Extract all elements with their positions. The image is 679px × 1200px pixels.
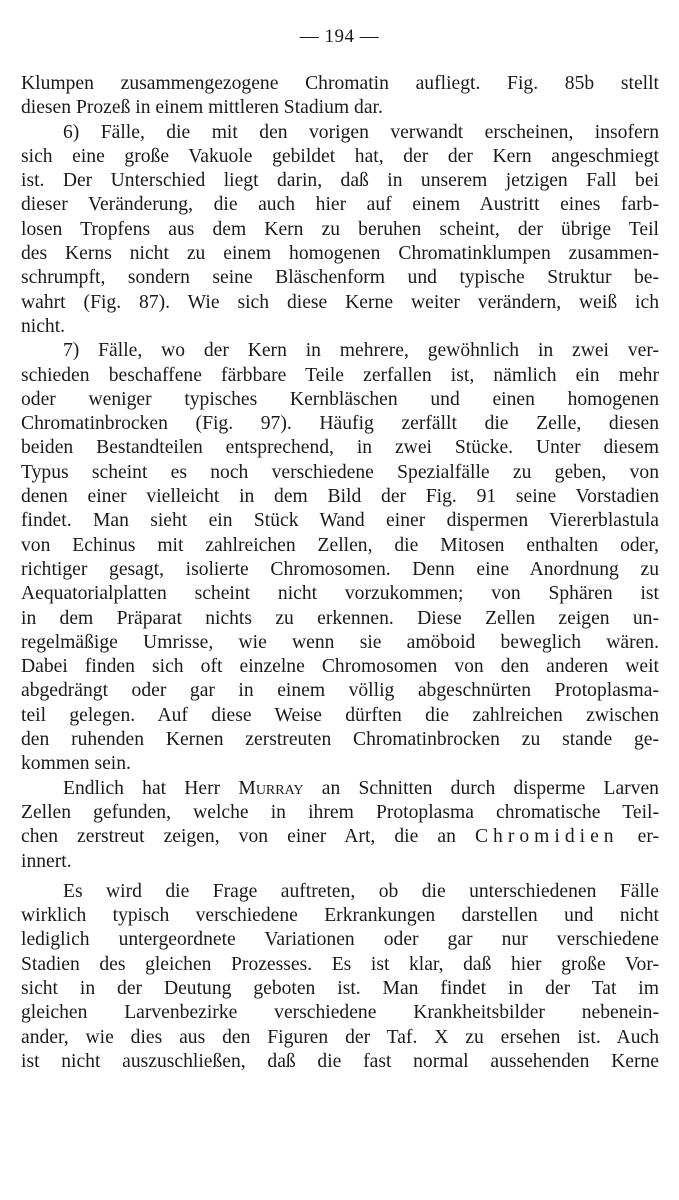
- text-line: Stadien des gleichen Prozesses. Es ist klar, daß hier große Vor-: [21, 953, 659, 975]
- text-line: wirklich typisch verschiedene Erkrankungen darstellen und nicht: [21, 905, 659, 927]
- text-line: dieser Veränderung, die auch hier auf einem Austritt eines farb-: [21, 194, 659, 216]
- text-line: Dabei finden sich oft einzelne Chromosomen von den anderen weit: [21, 656, 659, 678]
- text-segment: chen zerstreut zeigen, von einer Art, die an: [21, 826, 475, 848]
- text-line: ander, wie dies aus den Figuren der Taf. X zu ersehen ist. Auch: [21, 1026, 659, 1048]
- text-line: Typus scheint es noch verschiedene Spezialfälle zu geben, von: [21, 461, 659, 483]
- text-segment: Endlich hat Herr: [63, 777, 239, 799]
- paragraph-continuation: [21, 72, 659, 121]
- text-line: gleichen Larvenbezirke verschiedene Krankheitsbilder nebenein-: [21, 1002, 659, 1024]
- text-line: sicht in der Deutung geboten ist. Man findet in der Tat im: [21, 977, 659, 999]
- text-line: des Kerns nicht zu einem homogenen Chromatinklumpen zusammen-: [21, 243, 659, 265]
- text-line: schrumpft, sondern seine Bläschenform und typische Struktur be-: [21, 267, 659, 289]
- text-line: Es wird die Frage auftreten, ob die unterschiedenen Fälle: [63, 880, 659, 902]
- text-line: wahrt (Fig. 87). Wie sich diese Kerne weiter verändern, weiß ich: [21, 291, 659, 313]
- author-name: Murray: [238, 777, 304, 799]
- text-line: kommen sein.: [21, 753, 131, 775]
- text-line: teil gelegen. Auf diese Weise dürften die zahlreichen zwischen: [21, 704, 659, 726]
- text-line: 6) Fälle, die mit den vorigen verwandt erscheinen, insofern: [63, 121, 659, 143]
- text-line: denen einer vielleicht in dem Bild der Fig. 91 seine Vorstadien: [21, 486, 659, 508]
- emphasized-term: Chromidien: [474, 826, 619, 848]
- body-text: [21, 72, 659, 1074]
- text-line: oder weniger typisches Kernbläschen und einen homogenen: [21, 388, 659, 410]
- text-line: ist nicht auszuschließen, daß die fast normal aussehenden Kerne: [21, 1050, 659, 1072]
- text-line: Aequatorialplatten scheint nicht vorzukommen; von Sphären ist: [21, 583, 659, 605]
- text-line: findet. Man sieht ein Stück Wand einer dispermen Viererblastula: [21, 510, 659, 532]
- text-line: ist. Der Unterschied liegt darin, daß in unserem jetzigen Fall bei: [21, 170, 659, 192]
- text-line: losen Tropfens aus dem Kern zu beruhen scheint, der übrige Teil: [21, 218, 659, 240]
- paragraph-item-7: [21, 339, 659, 776]
- text-line: in dem Präparat nichts zu erkennen. Diese Zellen zeigen un-: [21, 607, 659, 629]
- text-line: den ruhenden Kernen zerstreuten Chromatinbrocken zu stande ge-: [21, 729, 659, 751]
- text-segment: an Schnitten durch disperme Larven: [303, 777, 659, 799]
- text-line: lediglich untergeordnete Variationen oder gar nur verschiedene: [21, 929, 659, 951]
- text-line: Chromatinbrocken (Fig. 97). Häufig zerfällt die Zelle, diesen: [21, 413, 659, 435]
- text-line: von Echinus mit zahlreichen Zellen, die Mitosen enthalten oder,: [21, 534, 659, 556]
- text-segment: er-: [618, 826, 659, 848]
- text-line: Zellen gefunden, welche in ihrem Protoplasma chromatische Teil-: [21, 801, 659, 823]
- text-line: richtiger gesagt, isolierte Chromosomen. Denn eine Anordnung zu: [21, 558, 659, 580]
- text-line: beiden Bestandteilen entsprechend, in zwei Stücke. Unter diesem: [21, 437, 659, 459]
- text-line: [21, 825, 659, 849]
- text-line: innert.: [21, 850, 72, 872]
- text-line: Klumpen zusammengezogene Chromatin aufliegt. Fig. 85b stellt: [21, 73, 659, 94]
- paragraph-item-6: [21, 121, 659, 340]
- text-line: schieden beschaffene färbbare Teile zerfallen ist, nämlich ein mehr: [21, 364, 659, 386]
- text-line: regelmäßige Umrisse, wie wenn sie amöboid beweglich wären.: [21, 631, 659, 653]
- page-number: — 194 —: [299, 26, 380, 47]
- paragraph-murray: [21, 777, 659, 874]
- text-line: abgedrängt oder gar in einem völlig abgeschnürten Protoplasma-: [21, 680, 659, 702]
- text-line: sich eine große Vakuole gebildet hat, der der Kern angeschmiegt: [21, 145, 659, 167]
- paragraph-frage: [21, 880, 659, 1074]
- text-line: diesen Prozeß in einem mittleren Stadium dar.: [21, 97, 383, 119]
- text-line: 7) Fälle, wo der Kern in mehrere, gewöhnlich in zwei ver-: [63, 340, 659, 362]
- text-line: nicht.: [21, 315, 66, 337]
- text-line: [21, 777, 659, 801]
